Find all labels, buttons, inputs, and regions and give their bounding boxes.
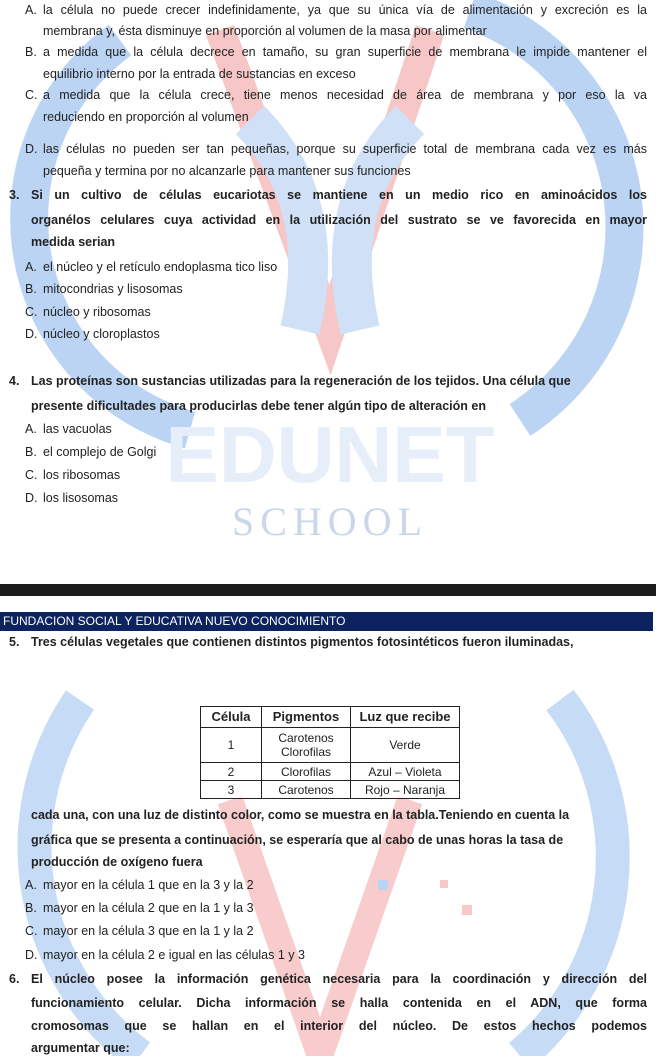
q2-option-d-text: las células no pueden ser tan pequeñas, porque su superficie total de membrana cada vez es más: [43, 142, 647, 156]
q3-option-c-letter: C.: [25, 305, 38, 319]
q2-option-c-text: reduciendo en proporción al volumen: [43, 110, 249, 124]
q5-text: producción de oxígeno fuera: [31, 855, 203, 869]
q4-option-b-letter: B.: [25, 445, 37, 459]
page-separator: [0, 584, 656, 596]
q5-option-c-letter: C.: [25, 924, 38, 938]
q4-option-c-letter: C.: [25, 468, 38, 482]
table-header: Pigmentos: [262, 707, 351, 728]
q3-number: 3.: [9, 188, 20, 202]
table-header: Luz que recibe: [351, 707, 460, 728]
q4-option-b: el complejo de Golgi: [43, 445, 157, 459]
q3-option-b: mitocondrias y lisosomas: [43, 282, 183, 296]
q3-option-a-letter: A.: [25, 260, 37, 274]
cell-celula: 2: [201, 763, 262, 781]
pigments-table: [200, 706, 460, 799]
cell-luz: Azul – Violeta: [351, 763, 460, 781]
cell-celula: 3: [201, 781, 262, 799]
q2-option-b-letter: B.: [25, 45, 37, 59]
foundation-header-bar: FUNDACION SOCIAL Y EDUCATIVA NUEVO CONOCIMIENTO: [0, 612, 653, 631]
q2-option-a-letter: A.: [25, 3, 37, 17]
q4-question: presente dificultades para producirlas debe tener algún tipo de alteración en: [31, 399, 486, 413]
q3-option-d: núcleo y cloroplastos: [43, 327, 160, 341]
cell-pigmentos: Carotenos: [262, 781, 351, 799]
q6-number: 6.: [9, 972, 20, 986]
pigment: Clorofilas: [280, 745, 331, 759]
q3-question: Si un cultivo de células eucariotas se mantiene en un medio rico en aminoácidos los: [31, 188, 647, 202]
q4-option-c: los ribosomas: [43, 468, 121, 482]
q2-option-b-text: equilibrio interno por la entrada de sustancias en exceso: [43, 67, 356, 81]
q3-question: organélos celulares cuya actividad en la utilización del sustrato se ve favorecida en mayor: [31, 213, 647, 227]
q2-option-a-text: la célula no puede crecer indefinidamente, ya que su única vía de alimentación y excreción es la: [43, 3, 647, 17]
q3-option-a: el núcleo y el retículo endoplasma tico liso: [43, 260, 278, 274]
cell-luz: Verde: [351, 728, 460, 763]
q5-option-b-letter: B.: [25, 901, 37, 915]
watermark-brand: EDUNET: [165, 410, 495, 499]
q4-option-d-letter: D.: [25, 491, 38, 505]
q3-option-b-letter: B.: [25, 282, 37, 296]
table-row: [201, 763, 460, 781]
q5-option-c: mayor en la célula 3 que en la 1 y la 2: [43, 924, 254, 938]
q4-option-d: los lisosomas: [43, 491, 119, 505]
cell-pigmentos: Clorofilas: [262, 763, 351, 781]
pigment: Carotenos: [278, 731, 334, 745]
table-row: [201, 728, 460, 763]
q2-option-c-text: a medida que la célula crece, tiene menos necesidad de área de membrana y por eso la va: [43, 88, 647, 102]
q5-text: gráfica que se presenta a continuación, se esperaría que al cabo de unas horas la tasa de: [31, 833, 564, 847]
q3-question: medida serian: [31, 235, 116, 249]
q6-text: El núcleo posee la información genética necesaria para la coordinación y dirección del: [31, 972, 647, 986]
q3-option-c: núcleo y ribosomas: [43, 305, 151, 319]
q2-option-d-text: pequeña y termina por no alcanzarle para mantener sus funciones: [43, 164, 411, 178]
cell-celula: 1: [201, 728, 262, 763]
q5-option-a-letter: A.: [25, 878, 37, 892]
q5-option-b: mayor en la célula 2 que en la 1 y la 3: [43, 901, 254, 915]
q5-text: cada una, con una luz de distinto color, como se muestra en la tabla.Teniendo en cuenta la: [31, 808, 570, 822]
q6-text: cromosomas que se hallan en el interior del núcleo. De estos hechos podemos: [31, 1019, 647, 1033]
q5-number: 5.: [9, 635, 20, 649]
q5-option-d-letter: D.: [25, 948, 38, 962]
q6-text: argumentar que:: [31, 1041, 130, 1055]
q4-option-a: las vacuolas: [43, 422, 112, 436]
q4-option-a-letter: A.: [25, 422, 37, 436]
q5-option-a: mayor en la célula 1 que en la 3 y la 2: [43, 878, 254, 892]
table-row: [201, 781, 460, 799]
q2-option-d-letter: D.: [25, 142, 38, 156]
q4-question: Las proteínas son sustancias utilizadas para la regeneración de los tejidos. Una célula que: [31, 374, 571, 388]
q5-intro: Tres células vegetales que contienen distintos pigmentos fotosintéticos fueron iluminadas,: [31, 635, 574, 649]
watermark-sub: SCHOOL: [231, 499, 429, 544]
table-header: Célula: [201, 707, 262, 728]
cell-pigmentos: [262, 728, 351, 763]
q6-text: funcionamiento celular. Dicha información se halla contenida en el ADN, que forma: [31, 996, 647, 1010]
q3-option-d-letter: D.: [25, 327, 38, 341]
cell-luz: Rojo – Naranja: [351, 781, 460, 799]
q2-option-a-text: membrana y, ésta disminuye en proporción al volumen de la masa por alimentar: [43, 24, 487, 38]
q2-option-c-letter: C.: [25, 88, 38, 102]
q4-number: 4.: [9, 374, 20, 388]
q5-option-d: mayor en la célula 2 e igual en las células 1 y 3: [43, 948, 305, 962]
q2-option-b-text: a medida que la célula decrece en tamaño, su gran superficie de membrana le impide mantener el: [43, 45, 647, 59]
